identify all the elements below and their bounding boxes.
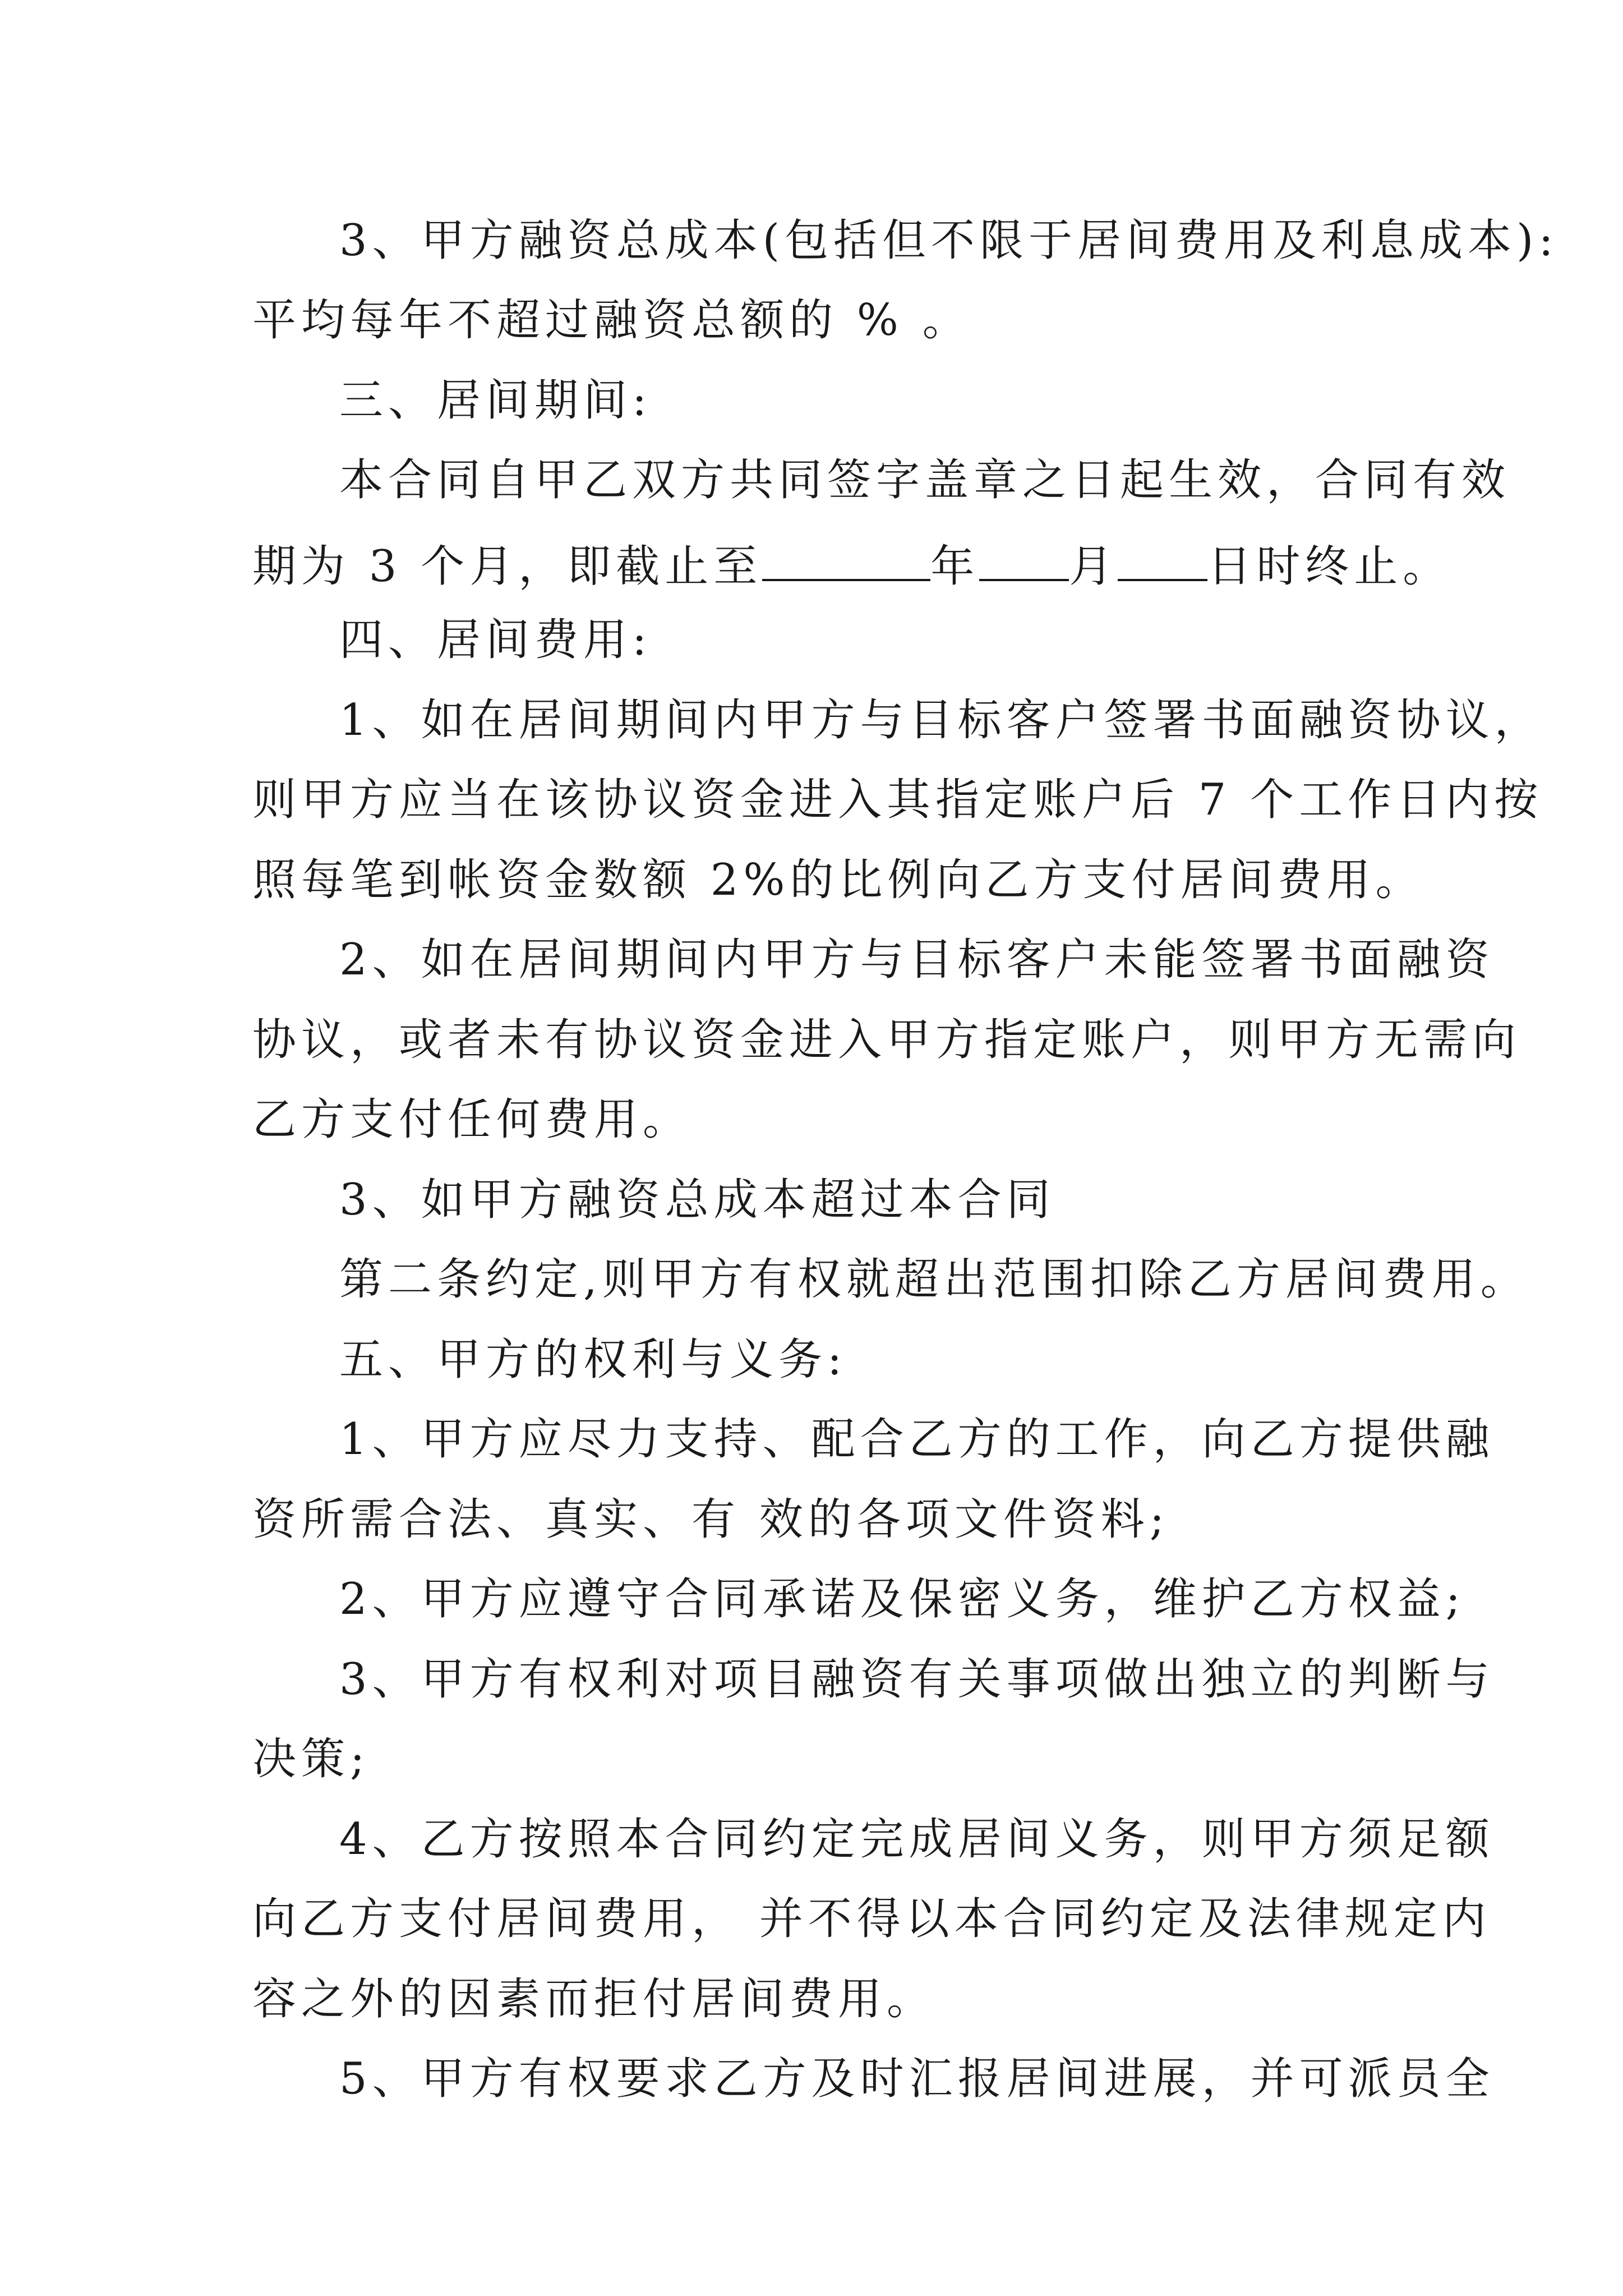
text-line-with-blanks (252, 539, 1452, 592)
text-line: 第二条约定,则甲方有权就超出范围扣除乙方居间费用。 (339, 1254, 1529, 1305)
text-line: 2、甲方应遵守合同承诺及保密义务，维护乙方权益; (339, 1574, 1465, 1625)
section-heading: 四、居间费用: (339, 615, 652, 665)
text-line: 乙方支付任何费用。 (252, 1094, 692, 1145)
day-blank (1118, 539, 1207, 581)
text-line: 3、甲方融资总成本(包括但不限于居间费用及利息成本): (339, 215, 1559, 266)
section-heading: 三、居间期间: (339, 375, 652, 426)
text-line: 3、如甲方融资总成本超过本合同 (339, 1175, 1055, 1225)
text-line: 决策; (252, 1734, 370, 1784)
text-line: 1、甲方应尽力支持、配合乙方的工作，向乙方提供融 (339, 1414, 1495, 1465)
month-blank (979, 539, 1069, 581)
text-line: 照每笔到帐资金数额 2%的比例向乙方支付居间费用。 (252, 855, 1424, 905)
section-heading: 五、甲方的权利与义务: (339, 1335, 847, 1385)
year-blank (762, 539, 930, 581)
text-line: 向乙方支付居间费用， 并不得以本合同约定及法律规定内 (252, 1894, 1491, 1944)
text-line: 1、如在居间期间内甲方与目标客户签署书面融资协议， (339, 695, 1543, 746)
text-line: 资所需合法、真实、有 效的各项文件资料; (252, 1494, 1170, 1545)
text-line: 容之外的因素而拒付居间费用。 (252, 1974, 936, 2024)
text-fragment: 月 (1069, 541, 1118, 592)
text-line: 4、乙方按照本合同约定完成居间义务，则甲方须足额 (339, 1814, 1495, 1865)
text-line: 协议，或者未有协议资金进入甲方指定账户，则甲方无需向 (252, 1015, 1521, 1065)
text-line: 本合同自甲乙双方共同签字盖章之日起生效，合同有效 (339, 455, 1511, 505)
text-line: 3、甲方有权利对项目融资有关事项做出独立的判断与 (339, 1654, 1495, 1705)
text-line: 则甲方应当在该协议资金进入其指定账户后 7 个工作日内按 (252, 775, 1543, 825)
text-fragment: 期为 3 个月，即截止至 (252, 541, 763, 592)
text-line: 5、甲方有权要求乙方及时汇报居间进展，并可派员全 (339, 2054, 1495, 2104)
text-line: 平均每年不超过融资总额的 % 。 (252, 295, 971, 346)
text-fragment: 年 (930, 541, 980, 592)
text-line: 2、如在居间期间内甲方与目标客户未能签署书面融资 (339, 935, 1495, 985)
text-fragment: 日时终止。 (1207, 541, 1452, 592)
